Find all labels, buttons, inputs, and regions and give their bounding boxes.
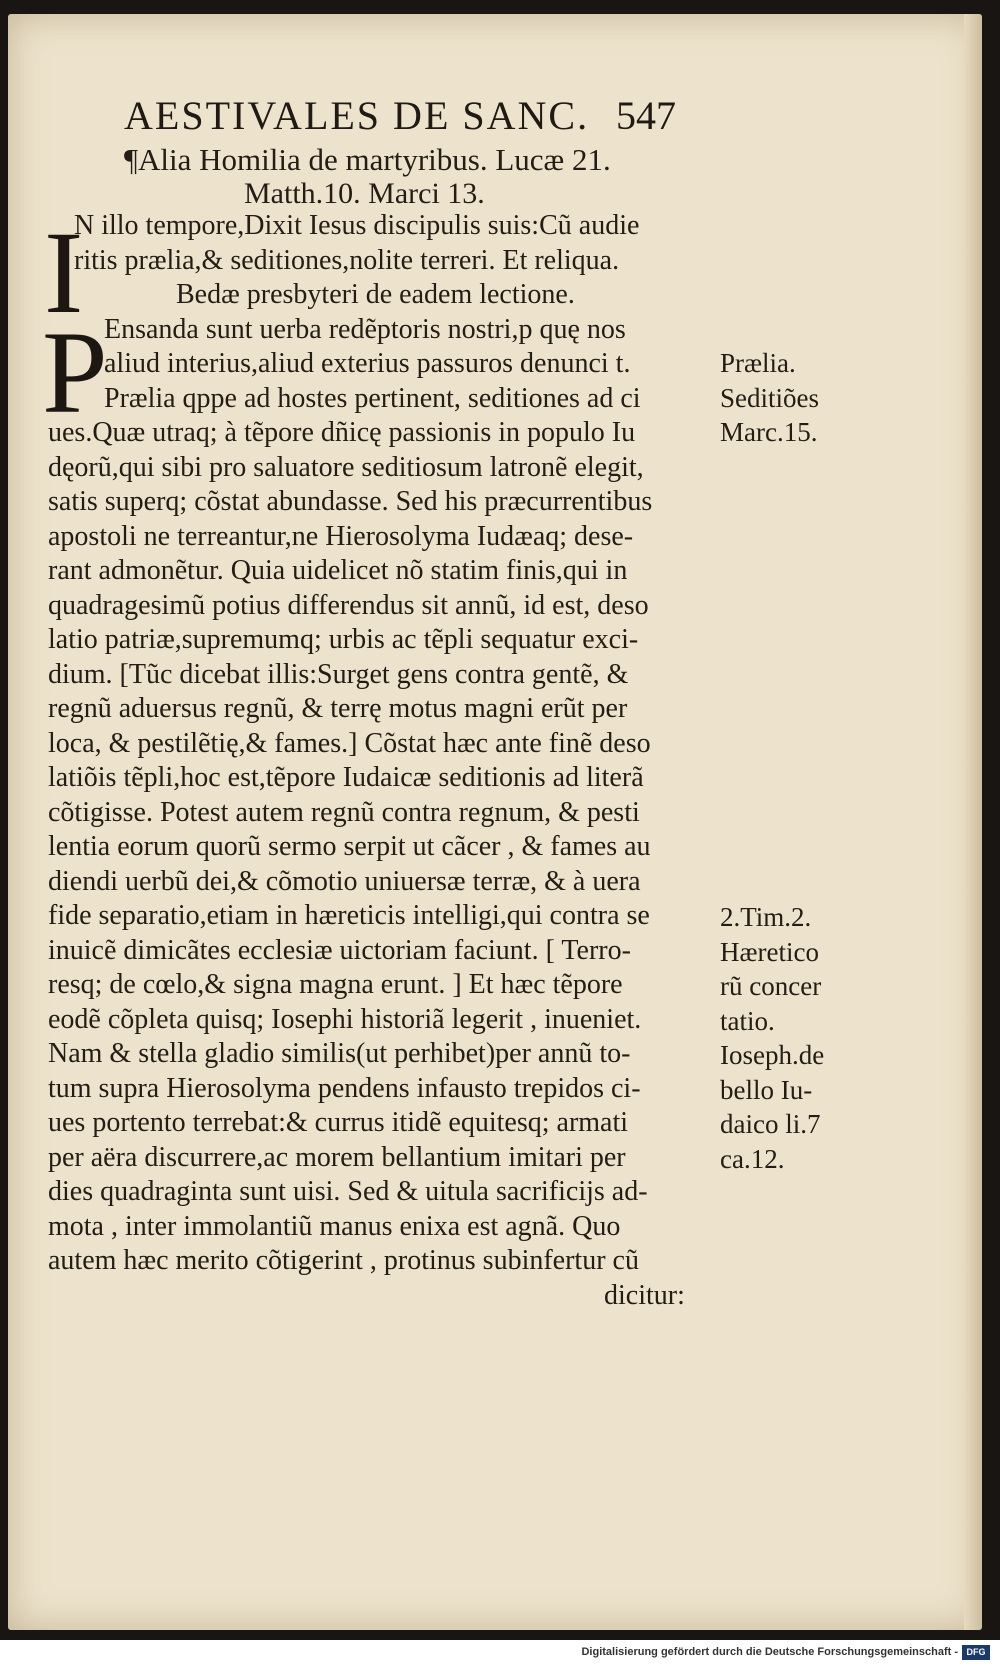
- body-line: eodẽ cõpleta quisq; Iosephi historiã legerit , inueniet.: [48, 1004, 642, 1035]
- body-line: mota , inter immolantiũ manus enixa est agnã. Quo: [48, 1211, 621, 1242]
- body-line: ues.Quæ utraq; à tẽpore dñicę passionis in populo Iu: [48, 417, 636, 448]
- margin-note: tatio.: [720, 1006, 775, 1036]
- body-line: autem hæc merito cõtigerint , protinus subinfertur cũ: [48, 1245, 639, 1276]
- body-line: satis superq; cõstat abundasse. Sed his præcurrentibus: [48, 486, 653, 517]
- body-line: regnũ aduersus regnũ, & terrę motus magni erũt per: [48, 693, 628, 724]
- margin-note: bello Iu-: [720, 1075, 813, 1105]
- body-line: ritis prælia,& seditiones,nolite terreri. Et reliqua.: [74, 245, 620, 276]
- margin-note: Seditiões: [720, 383, 819, 413]
- body-line: rant admonẽtur. Quia uidelicet nõ statim finis,qui in: [48, 555, 628, 586]
- body-line: resq; de cœlo,& signa magna erunt. ] Et hæc tẽpore: [48, 969, 623, 1000]
- body-line: latio patriæ,supremumq; urbis ac tẽpli sequatur exci-: [48, 624, 639, 655]
- body-line: dęorũ,qui sibi pro saluatore seditiosum latronẽ elegit,: [48, 452, 644, 483]
- page-number: 547: [616, 93, 676, 138]
- body-line: latiõis tẽpli,hoc est,tẽpore Iudaicæ seditionis ad literã: [48, 762, 644, 793]
- body-line: diendi uerbũ dei,& cõmotio uniuersæ terræ, & à uera: [48, 866, 641, 897]
- body-line: quadragesimũ potius differendus sit annũ, id est, deso: [48, 590, 649, 621]
- digitization-credit: Digitalisierung gefördert durch die Deutsche Forschungsgemeinschaft -: [581, 1646, 958, 1658]
- section-heading: ¶Alia Homilia de martyribus. Lucæ 21.: [124, 142, 611, 177]
- dfg-logo: DFG: [962, 1645, 990, 1660]
- book-page: [8, 14, 982, 1630]
- running-head: AESTIVALES DE SANC.: [124, 93, 590, 138]
- margin-note: ca.12.: [720, 1144, 785, 1174]
- body-line: cõtigisse. Potest autem regnũ contra regnum, & pesti: [48, 797, 640, 828]
- body-line: fide separatio,etiam in hæreticis intelligi,qui contra se: [48, 900, 650, 931]
- margin-note: Ioseph.de: [720, 1040, 825, 1070]
- body-line: aliud interius,aliud exterius passuros denunci t.: [104, 348, 631, 379]
- footer-bar: [0, 1640, 1000, 1668]
- body-line: dies quadraginta sunt uisi. Sed & uitula sacrificijs ad-: [48, 1176, 648, 1207]
- body-line: N illo tempore,Dixit Iesus discipulis suis:Cũ audie: [74, 210, 640, 241]
- body-line: lentia eorum quorũ sermo serpit ut cãcer , & fames au: [48, 831, 651, 862]
- body-line: tum supra Hierosolyma pendens infausto trepidos ci-: [48, 1073, 641, 1104]
- margin-note: 2.Tim.2.: [720, 902, 812, 932]
- section-heading-references: Matth.10. Marci 13.: [244, 177, 485, 210]
- body-line: inuicẽ dimicãtes ecclesiæ uictoriam faciunt. [ Terro-: [48, 935, 631, 966]
- page-edge: [964, 14, 982, 1630]
- body-line: Bedæ presbyteri de eadem lectione.: [176, 279, 575, 310]
- body-line: loca, & pestilẽtię,& fames.] Cõstat hæc ante finẽ deso: [48, 728, 651, 759]
- catchword: dicitur:: [604, 1280, 685, 1311]
- margin-note: Prælia.: [720, 348, 796, 378]
- body-line: per aëra discurrere,ac morem bellantium imitari per: [48, 1142, 626, 1173]
- body-line: Nam & stella gladio similis(ut perhibet)per annũ to-: [48, 1038, 631, 1069]
- dropcap-i: I: [44, 207, 84, 338]
- body-line: Prælia qppe ad hostes pertinent, seditiones ad ci: [104, 383, 641, 414]
- dropcap-p: P: [42, 307, 108, 438]
- margin-note: Hæretico: [720, 937, 819, 967]
- margin-note: daico li.7: [720, 1109, 821, 1139]
- margin-note: Marc.15.: [720, 417, 818, 447]
- body-line: apostoli ne terreantur,ne Hierosolyma Iudæaq; dese-: [48, 521, 634, 552]
- body-line: ues portento terrebat:& currus itidẽ equitesq; armati: [48, 1107, 629, 1138]
- body-line: dium. [Tũc dicebat illis:Surget gens contra gentẽ, &: [48, 659, 629, 690]
- body-line: Ensanda sunt uerba redẽptoris nostri,p quę nos: [104, 314, 626, 345]
- margin-note: rũ concer: [720, 971, 822, 1001]
